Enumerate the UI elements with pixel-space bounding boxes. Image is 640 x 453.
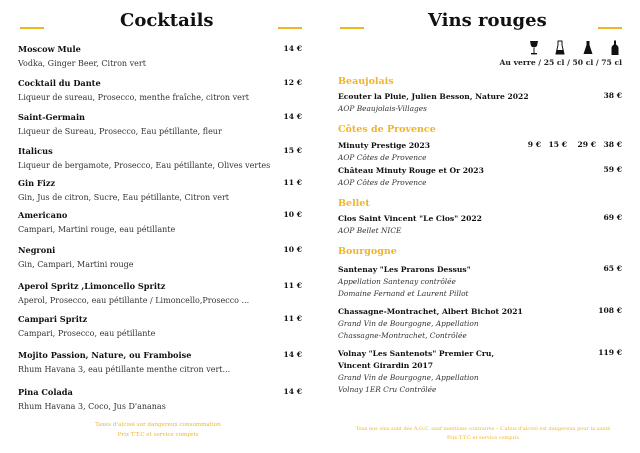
cocktail-item	[18, 112, 302, 136]
wine-desc: Appellation Santenay contrôlée	[338, 277, 456, 286]
cocktail-price: 11 €	[283, 281, 302, 290]
wine-name: Chassagne-Montrachet, Albert Bichot 2021	[338, 307, 523, 316]
cocktail-price: 12 €	[283, 78, 302, 87]
wine-price-75cl: 38 €	[603, 91, 622, 100]
cocktail-item	[18, 314, 302, 338]
cocktail-desc: Liqueur de bergamote, Prosecco, Eau pétillante, Olives vertes	[18, 161, 271, 170]
wine-name: Santenay "Les Prarons Dessus"	[338, 265, 471, 274]
wine-item	[338, 91, 622, 115]
footer-line: Tous nos vins sont des A.O.C. sauf mentions contraires – L'abus d'alcool est dangereux pour la santé	[355, 426, 611, 432]
wine-desc: Domaine Fernand et Laurent Pillot	[338, 289, 469, 298]
wine-name: Ecouter la Pluie, Julien Besson, Nature 2022	[338, 92, 529, 101]
region-heading: Bourgogne	[338, 246, 397, 257]
cocktail-desc: Rhum Havana 3, Coco, Jus D'ananas	[18, 402, 166, 411]
wines-page	[338, 0, 638, 453]
wine-desc: Chassagne-Montrachet, Contrôlée	[338, 331, 467, 340]
cocktail-name: Negroni	[18, 245, 56, 255]
cocktail-price: 14 €	[283, 112, 302, 121]
wines-footer	[338, 425, 628, 443]
wine-item	[338, 306, 622, 342]
wine-price-75cl: 108 €	[598, 306, 622, 315]
cocktail-name: Cocktail du Dante	[18, 78, 101, 88]
cocktail-item	[18, 245, 302, 269]
footer-line: Taxes d'alcool sur dangereux consommation	[95, 422, 221, 428]
cocktail-desc: Vodka, Ginger Beer, Citron vert	[18, 59, 146, 68]
cocktail-price: 10 €	[283, 210, 302, 219]
wine-glass-icon	[528, 40, 540, 56]
wine-desc: AOP Beaujolais-Villages	[338, 104, 427, 113]
cocktails-footer	[58, 420, 258, 440]
cocktail-desc: Campari, Prosecco, eau pétillante	[18, 329, 156, 338]
wine-item	[338, 165, 622, 189]
wine-price-75cl: 65 €	[603, 264, 622, 273]
title-dash-right	[598, 27, 622, 29]
region-heading: Beaujolais	[338, 76, 394, 87]
wine-price-glass: 9 €	[527, 140, 541, 149]
cocktail-desc: Campari, Martini rouge, eau pétillante	[18, 225, 176, 234]
wine-item	[338, 264, 622, 300]
cocktail-name: Campari Spritz	[18, 314, 88, 324]
wine-name: Minuty Prestige 2023	[338, 141, 431, 150]
wine-item	[338, 140, 622, 164]
cocktail-price: 14 €	[283, 44, 302, 53]
footer-line: Prix T.T.C et service compris	[446, 435, 520, 441]
wine-item	[338, 348, 622, 396]
footer-line: Prix T.T.C et service compris	[117, 432, 199, 438]
cocktails-title: Cocktails	[120, 10, 214, 31]
region-heading: Côtes de Provence	[338, 124, 436, 135]
cocktail-item	[18, 350, 302, 374]
wine-name: Château Minuty Rouge et Or 2023	[338, 166, 484, 175]
cocktail-price: 15 €	[283, 146, 302, 155]
cocktail-desc: Liqueur de Sureau, Prosecco, Eau pétillante, fleur	[18, 127, 222, 136]
serving-sizes: Au verre / 25 cl / 50 cl / 75 cl	[499, 58, 622, 67]
cocktail-desc: Gin, Jus de citron, Sucre, Eau pétillante, Citron vert	[18, 193, 230, 202]
cocktail-name: Mojito Passion, Nature, ou Framboise	[18, 350, 192, 360]
cocktails-page	[18, 0, 318, 453]
region-heading: Bellet	[338, 198, 370, 209]
cocktail-item	[18, 146, 302, 170]
wine-name: Clos Saint Vincent "Le Clos" 2022	[338, 214, 482, 223]
cocktail-item	[18, 44, 302, 68]
cocktail-name: Gin Fizz	[18, 178, 56, 188]
cocktail-price: 10 €	[283, 245, 302, 254]
cocktail-name: Aperol Spritz ,Limoncello Spritz	[18, 281, 166, 291]
wine-desc: Grand Vin de Bourgogne, Appellation	[338, 373, 479, 382]
cocktail-item	[18, 178, 302, 202]
cocktail-desc: Gin, Campari, Martini rouge	[18, 260, 134, 269]
wine-desc: Volnay 1ER Cru Contrôlée	[338, 385, 437, 394]
cocktail-item	[18, 281, 302, 305]
wine-name: Volnay "Les Santenots" Premier Cru, Vincent Girardin 2017	[338, 349, 495, 370]
cocktail-name: Saint-Germain	[18, 112, 86, 122]
title-dash-right	[278, 27, 302, 29]
carafe-icon	[582, 40, 594, 56]
wine-price-50cl: 29 €	[577, 140, 596, 149]
cocktails-header	[18, 0, 318, 40]
cocktail-name: Pina Colada	[18, 387, 73, 397]
wines-header	[338, 0, 638, 40]
half-carafe-icon	[554, 40, 566, 56]
cocktail-item	[18, 78, 302, 102]
bottle-icon	[610, 40, 620, 56]
wine-desc: AOP Côtes de Provence	[338, 178, 427, 187]
cocktail-item	[18, 210, 302, 234]
cocktail-name: Moscow Mule	[18, 44, 81, 54]
cocktail-price: 11 €	[283, 314, 302, 323]
cocktail-item	[18, 387, 302, 411]
wine-price-75cl: 119 €	[598, 348, 622, 357]
wine-price-75cl: 59 €	[603, 165, 622, 174]
cocktail-desc: Liqueur de sureau, Prosecco, menthe fraîche, citron vert	[18, 93, 249, 102]
wine-desc: AOP Bellet NICE	[338, 226, 402, 235]
wine-desc: Grand Vin de Bourgogne, Appellation	[338, 319, 479, 328]
serving-icons	[526, 40, 622, 56]
wine-price-25cl: 15 €	[548, 140, 567, 149]
cocktail-desc: Rhum Havana 3, eau pétillante menthe citron vert...	[18, 365, 231, 374]
wine-item	[338, 213, 622, 237]
title-dash-left	[20, 27, 44, 29]
wines-title: Vins rouges	[428, 10, 547, 31]
cocktail-price: 14 €	[283, 350, 302, 359]
cocktail-price: 14 €	[283, 387, 302, 396]
cocktail-desc: Aperol, Prosecco, eau pétillante / Limoncello,Prosecco ...	[18, 296, 250, 305]
cocktail-name: Americano	[18, 210, 68, 220]
wine-desc: AOP Côtes de Provence	[338, 153, 427, 162]
cocktail-price: 11 €	[283, 178, 302, 187]
cocktail-name: Italicus	[18, 146, 53, 156]
wine-price-75cl: 69 €	[603, 213, 622, 222]
title-dash-left	[340, 27, 364, 29]
wine-price-75cl: 38 €	[603, 140, 622, 149]
